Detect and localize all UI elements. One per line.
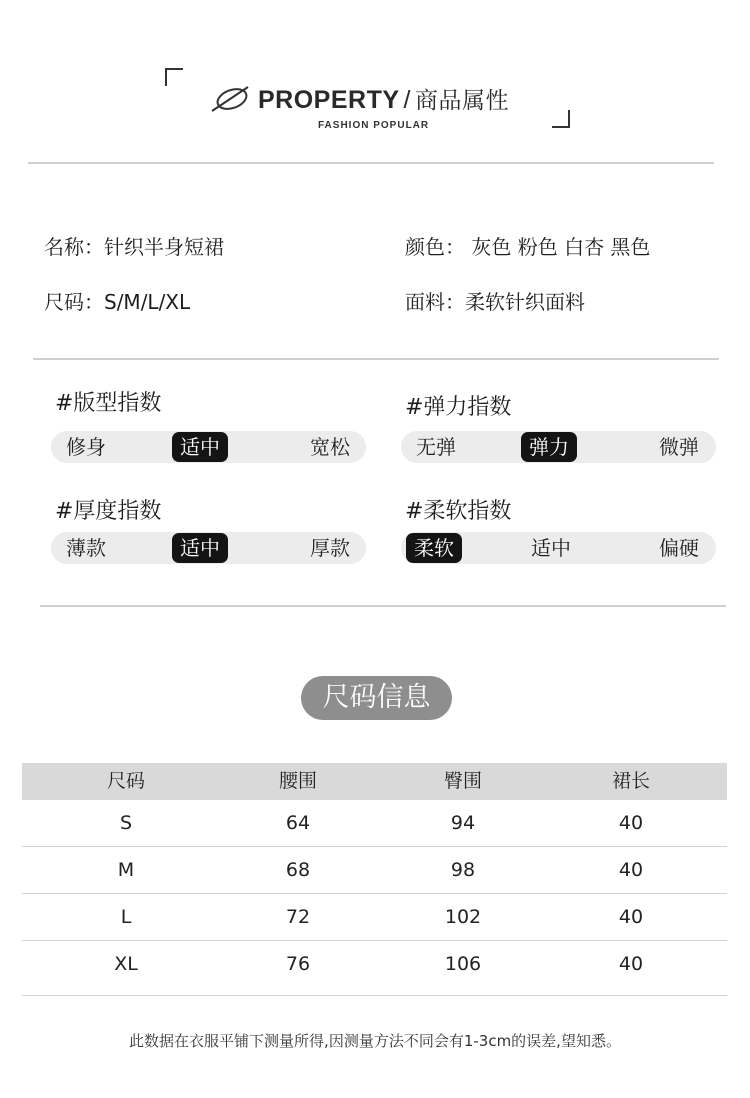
property-color: 颜色： 灰色 粉色 白杏 黑色 (405, 235, 651, 259)
property-fabric: 面料：柔软针织面料 (405, 290, 585, 314)
divider (33, 358, 719, 360)
fit-option-loose: 宽松 (310, 435, 350, 459)
table-cell: 98 (450, 859, 476, 881)
table-cell: M (117, 859, 135, 881)
feather-slash-icon (208, 84, 252, 114)
divider (40, 605, 726, 607)
table-cell: 64 (285, 812, 311, 834)
header-cell-hip: 臀围 (443, 770, 482, 792)
table-cell: 40 (618, 953, 644, 975)
softness-option-selected: 柔软 (406, 533, 462, 563)
table-cell: 40 (618, 906, 644, 928)
thickness-option-thin: 薄款 (66, 536, 106, 560)
header-cell-size: 尺码 (106, 770, 145, 792)
index-title-softness: #柔软指数 (405, 499, 512, 524)
elasticity-option-none: 无弹 (416, 435, 456, 459)
softness-option-stiff: 偏硬 (659, 536, 699, 560)
title-separator: / (403, 86, 411, 114)
property-name: 名称：针织半身短裙 (44, 235, 224, 259)
table-cell: 40 (618, 859, 644, 881)
softness-option-medium: 适中 (531, 536, 571, 560)
title-en: PROPERTY (258, 86, 400, 114)
title-cn: 商品属性 (414, 88, 509, 114)
index-title-fit: #版型指数 (55, 391, 162, 416)
page-title (258, 82, 509, 115)
fit-option-slim: 修身 (66, 435, 106, 459)
elasticity-option-selected: 弹力 (521, 432, 577, 462)
subtitle: FASHION POPULAR (318, 120, 430, 131)
table-row (22, 941, 727, 996)
property-size: 尺码：S/M/L/XL (44, 290, 191, 314)
table-cell: 40 (618, 812, 644, 834)
header-cell-waist: 腰围 (278, 770, 317, 792)
table-row (22, 894, 727, 941)
table-cell: 76 (285, 953, 311, 975)
corner-bracket-bottom-right (552, 110, 570, 128)
table-row (22, 800, 727, 847)
fit-scale (51, 431, 366, 463)
fit-option-selected: 适中 (172, 432, 228, 462)
size-table (22, 763, 727, 996)
index-title-thickness: #厚度指数 (55, 499, 162, 524)
softness-scale (401, 532, 716, 564)
header-cell-length: 裙长 (611, 770, 650, 792)
table-cell: 68 (285, 859, 311, 881)
table-header (22, 763, 727, 800)
table-cell: 102 (444, 906, 482, 928)
measurement-note: 此数据在衣服平铺下测量所得,因测量方法不同会有1-3cm的误差,望知悉。 (129, 1032, 621, 1050)
thickness-scale (51, 532, 366, 564)
divider (28, 162, 714, 164)
thickness-option-selected: 适中 (172, 533, 228, 563)
table-cell: 106 (444, 953, 482, 975)
size-info-heading: 尺码信息 (301, 676, 452, 720)
thickness-option-thick: 厚款 (310, 536, 350, 560)
table-cell: 72 (285, 906, 311, 928)
table-cell: 94 (450, 812, 476, 834)
table-row (22, 847, 727, 894)
table-cell: S (119, 812, 133, 834)
index-title-elasticity: #弹力指数 (405, 395, 512, 420)
elasticity-scale (401, 431, 716, 463)
corner-bracket-top-left (165, 68, 183, 86)
table-cell: L (120, 906, 132, 928)
elasticity-option-slight: 微弹 (659, 435, 699, 459)
table-cell: XL (114, 953, 138, 975)
